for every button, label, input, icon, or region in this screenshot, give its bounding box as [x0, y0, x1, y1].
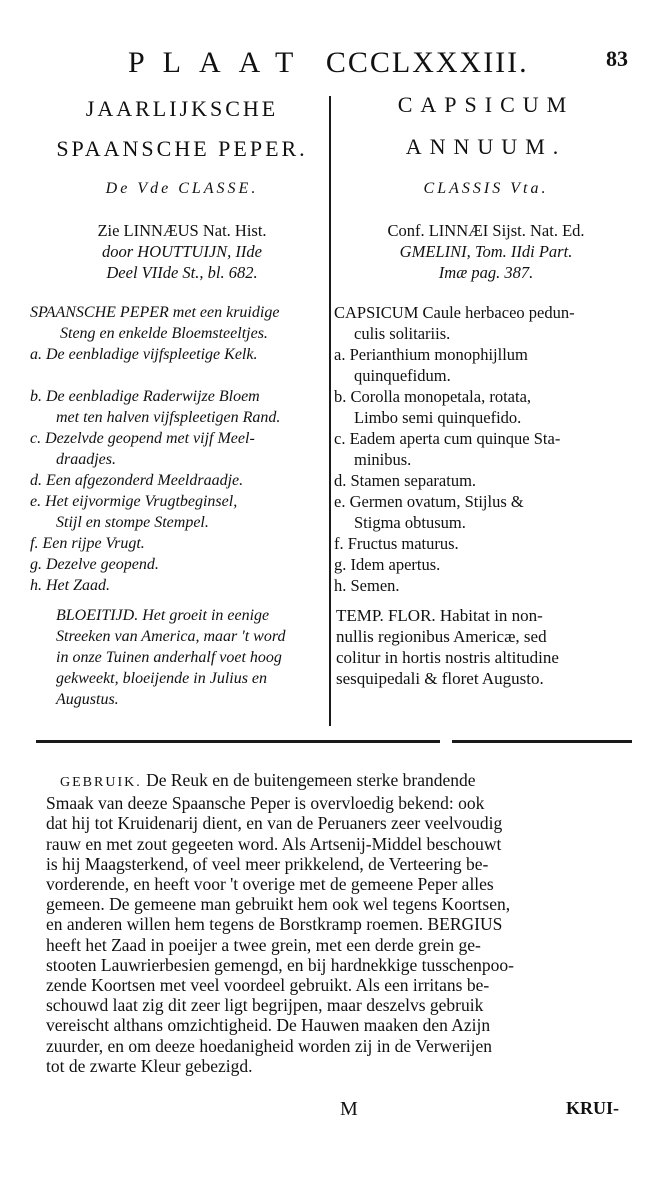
right-reference: [336, 220, 636, 283]
usage-line: dat hij tot Kruidenarij dient, en van de Peruaners zeer veelvoudig: [46, 813, 503, 834]
left-desc-line: SPAANSCHE PEPER met een kruidige: [30, 304, 280, 321]
right-desc-line: e. Germen ovatum, Stijlus &: [334, 492, 524, 511]
left-desc-line: met ten halven vijfspleetigen Rand.: [56, 409, 281, 426]
column-divider: [329, 96, 331, 726]
usage-line: en anderen willen hem tegens de Borstkramp roemen. BERGIUS: [46, 914, 503, 935]
usage-line: zende Koortsen met veel voordeel gebruikt. Als een irritans be-: [46, 975, 490, 996]
right-title-line2: ANNUUM.: [405, 134, 567, 159]
plate-number: CCCLXXXIII.: [325, 46, 529, 79]
right-desc-line: a. Perianthium monophijllum: [334, 345, 528, 364]
usage-line: tot de zwarte Kleur gebezigd.: [46, 1055, 253, 1076]
usage-line: stooten Lauwrierbesien gemengd, en bij hardnekkige tusschenpoo-: [46, 954, 514, 975]
page-number: 83: [606, 46, 628, 71]
left-reference-line: Deel VIIde St., bl. 682.: [106, 263, 258, 282]
separator-rule-right: [452, 740, 632, 743]
left-flowering: [56, 605, 326, 710]
right-desc-line: h. Semen.: [334, 576, 400, 595]
usage-line-text: De Reuk en de buitengemeen sterke brandende: [146, 770, 476, 790]
catchword: KRUI-: [566, 1098, 619, 1118]
right-flowering: [336, 605, 636, 689]
left-description: [30, 302, 330, 596]
left-desc-line: f. Een rijpe Vrugt.: [30, 535, 145, 552]
right-desc-line: Stigma obtusum.: [354, 513, 466, 532]
usage-section: [46, 770, 632, 1076]
usage-line: vereischt althans omzichtigheid. De Hauwen maaken den Azijn: [46, 1015, 491, 1036]
separator-rule-left: [36, 740, 440, 743]
usage-label: GEBRUIK.: [60, 775, 142, 790]
left-desc-line: g. Dezelve geopend.: [30, 556, 159, 573]
usage-line: heeft het Zaad in poeijer a twee grein, met een derde grein ge-: [46, 934, 481, 955]
left-reference-line: Zie LINNÆUS Nat. Hist.: [97, 221, 267, 240]
right-desc-line: c. Eadem aperta cum quinque Sta-: [334, 429, 561, 448]
left-flowering-line: Augustus.: [56, 691, 119, 708]
left-desc-line: Stijl en stompe Stempel.: [56, 514, 209, 531]
left-desc-line: b. De eenbladige Raderwijze Bloem: [30, 388, 260, 405]
usage-line: zuurder, en om deeze hoedanigheid worden zij in de Verwerijen: [46, 1035, 493, 1056]
right-desc-line: CAPSICUM Caule herbaceo pedun-: [334, 303, 575, 322]
left-desc-line: h. Het Zaad.: [30, 577, 110, 594]
left-flowering-line: in onze Tuinen anderhalf voet hoog: [56, 649, 282, 666]
left-desc-line: e. Het eijvormige Vrugtbeginsel,: [30, 493, 238, 510]
right-desc-line: minibus.: [354, 450, 412, 469]
left-desc-line: [30, 365, 330, 386]
left-desc-line: c. Dezelvde geopend met vijf Meel-: [30, 430, 255, 447]
plate-label: PLAAT: [128, 46, 312, 79]
right-desc-line: f. Fructus maturus.: [334, 534, 459, 553]
usage-line: schouwd laat zig dit zeer ligt begrijpen, maar deszelvs gebruik: [46, 995, 484, 1016]
usage-line: vorderende, en heeft voor 't overige met de gemeene Peper alles: [46, 874, 494, 895]
usage-line: [60, 770, 632, 793]
left-class-line: De Vde CLASSE.: [105, 180, 259, 197]
right-flowering-line: colitur in hortis nostris altitudine: [336, 648, 559, 667]
usage-line: rauw en met zout gegeeten word. Als Artsenij-Middel beschouwt: [46, 833, 502, 854]
left-title-line2: SPAANSCHE PEPER.: [56, 136, 308, 161]
usage-line: gemeen. De gemeene man gebruikt hem ook wel tegens Koortsen,: [46, 894, 511, 915]
right-desc-line: Limbo semi quinquefido.: [354, 408, 522, 427]
right-desc-line: b. Corolla monopetala, rotata,: [334, 387, 532, 406]
right-desc-line: culis solitariis.: [354, 324, 451, 343]
right-reference-line: Conf. LINNÆI Sijst. Nat. Ed.: [387, 221, 585, 240]
left-reference-line: door HOUTTUIJN, IIde: [102, 242, 262, 261]
left-flowering-line: BLOEITIJD. Het groeit in eenige: [56, 607, 270, 624]
left-title-line1: JAARLIJKSCHE: [85, 96, 279, 121]
usage-line: is hij Maagsterkend, of veel meer prikkelend, de Verteering be-: [46, 853, 489, 874]
left-reference: [36, 220, 328, 283]
left-desc-line: d. Een afgezonderd Meeldraadje.: [30, 472, 244, 489]
left-flowering-line: Streeken van America, maar 't word: [56, 628, 286, 645]
right-description: [334, 302, 634, 596]
right-desc-line: d. Stamen separatum.: [334, 471, 477, 490]
right-desc-line: quinquefidum.: [354, 366, 451, 385]
right-class-line: CLASSIS Vta.: [423, 180, 549, 197]
plate-heading: [128, 46, 529, 80]
right-reference-line: GMELINI, Tom. IIdi Part.: [399, 242, 573, 261]
right-reference-line: Imæ pag. 387.: [438, 263, 534, 282]
right-flowering-line: sesquipedali & floret Augusto.: [336, 669, 544, 688]
left-desc-line: draadjes.: [56, 451, 116, 468]
right-flowering-line: TEMP. FLOR. Habitat in non-: [336, 606, 543, 625]
right-desc-line: g. Idem apertus.: [334, 555, 441, 574]
left-desc-line: Steng en enkelde Bloemsteeltjes.: [60, 325, 268, 342]
usage-line: Smaak van deeze Spaansche Peper is overvloedig bekend: ook: [46, 793, 485, 814]
right-flowering-line: nullis regionibus Americæ, sed: [336, 627, 547, 646]
right-title-line1: CAPSICUM: [397, 92, 575, 117]
left-flowering-line: gekweekt, bloeijende in Julius en: [56, 670, 268, 687]
left-desc-line: a. De eenbladige vijfspleetige Kelk.: [30, 346, 258, 363]
signature-mark: M: [340, 1098, 358, 1120]
